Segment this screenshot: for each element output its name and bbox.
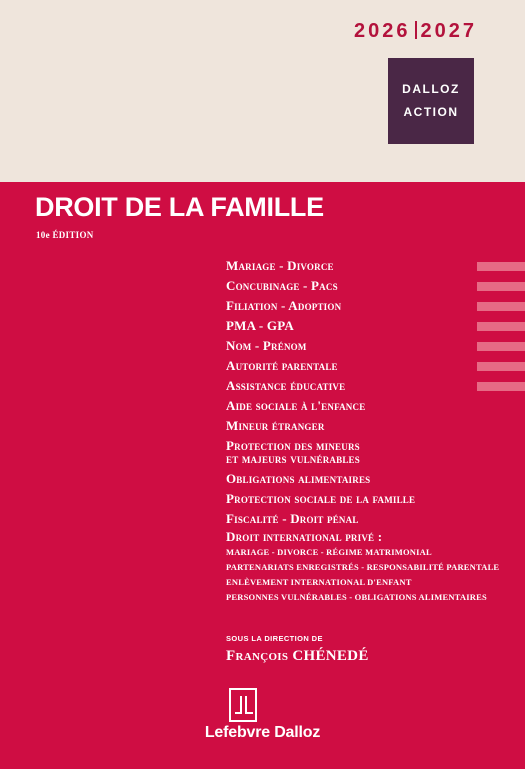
topic-item: Mineur étranger xyxy=(226,418,325,433)
dip-item: MARIAGE - DIVORCE - RÉGIME MATRIMONIAL xyxy=(226,547,432,557)
topic-item: Nom - Prénom xyxy=(226,338,307,353)
dip-item: PARTENARIATS ENREGISTRÉS - RESPONSABILITÉ PARENTALE xyxy=(226,562,500,572)
topic-item-two-line xyxy=(226,439,516,465)
cover-main-area xyxy=(0,182,525,769)
year-separator xyxy=(415,21,417,39)
badge-line-2: ACTION xyxy=(403,105,459,119)
topic-item: Fiscalité - Droit pénal xyxy=(226,511,359,526)
dip-title: Droit international privé : xyxy=(226,529,383,544)
topic-item: Filiation - Adoption xyxy=(226,298,342,313)
dip-list xyxy=(226,545,499,605)
book-title: DROIT DE LA FAMILLE xyxy=(35,192,324,222)
topic-line: Protection des mineurs xyxy=(226,438,360,453)
topic-line: et majeurs vulnérables xyxy=(226,451,360,466)
dip-item: PERSONNES VULNÉRABLES - OBLIGATIONS ALIMENTAIRES xyxy=(226,592,487,602)
dip-item: ENLÈVEMENT INTERNATIONAL D'ENFANT xyxy=(226,577,412,587)
topic-item: Protection sociale de la famille xyxy=(226,491,416,506)
author-name: François CHÉNEDÉ xyxy=(226,648,369,664)
direction-label: SOUS LA DIRECTION DE xyxy=(226,634,323,643)
topic-item: Autorité parentale xyxy=(226,358,338,373)
topic-item: Aide sociale à l'enfance xyxy=(226,398,366,413)
publisher-logo-icon xyxy=(229,688,257,722)
edition-years xyxy=(354,20,477,43)
year-start: 2026 xyxy=(354,20,411,42)
topic-item: Mariage - Divorce xyxy=(226,258,334,273)
topic-item: Assistance éducative xyxy=(226,378,346,393)
publisher-name: Lefebvre Dalloz xyxy=(204,724,321,741)
topic-item: Obligations alimentaires xyxy=(226,471,371,486)
collection-badge xyxy=(388,58,474,144)
cover-top-band xyxy=(0,0,525,182)
topic-item: Concubinage - Pacs xyxy=(226,278,338,293)
topics-list xyxy=(226,259,516,532)
topic-item: PMA - GPA xyxy=(226,318,294,333)
edition-text: 10e ÉDITION xyxy=(36,230,94,240)
edition-label xyxy=(36,230,94,240)
badge-line-1: DALLOZ xyxy=(402,82,460,96)
year-end: 2027 xyxy=(420,20,477,42)
